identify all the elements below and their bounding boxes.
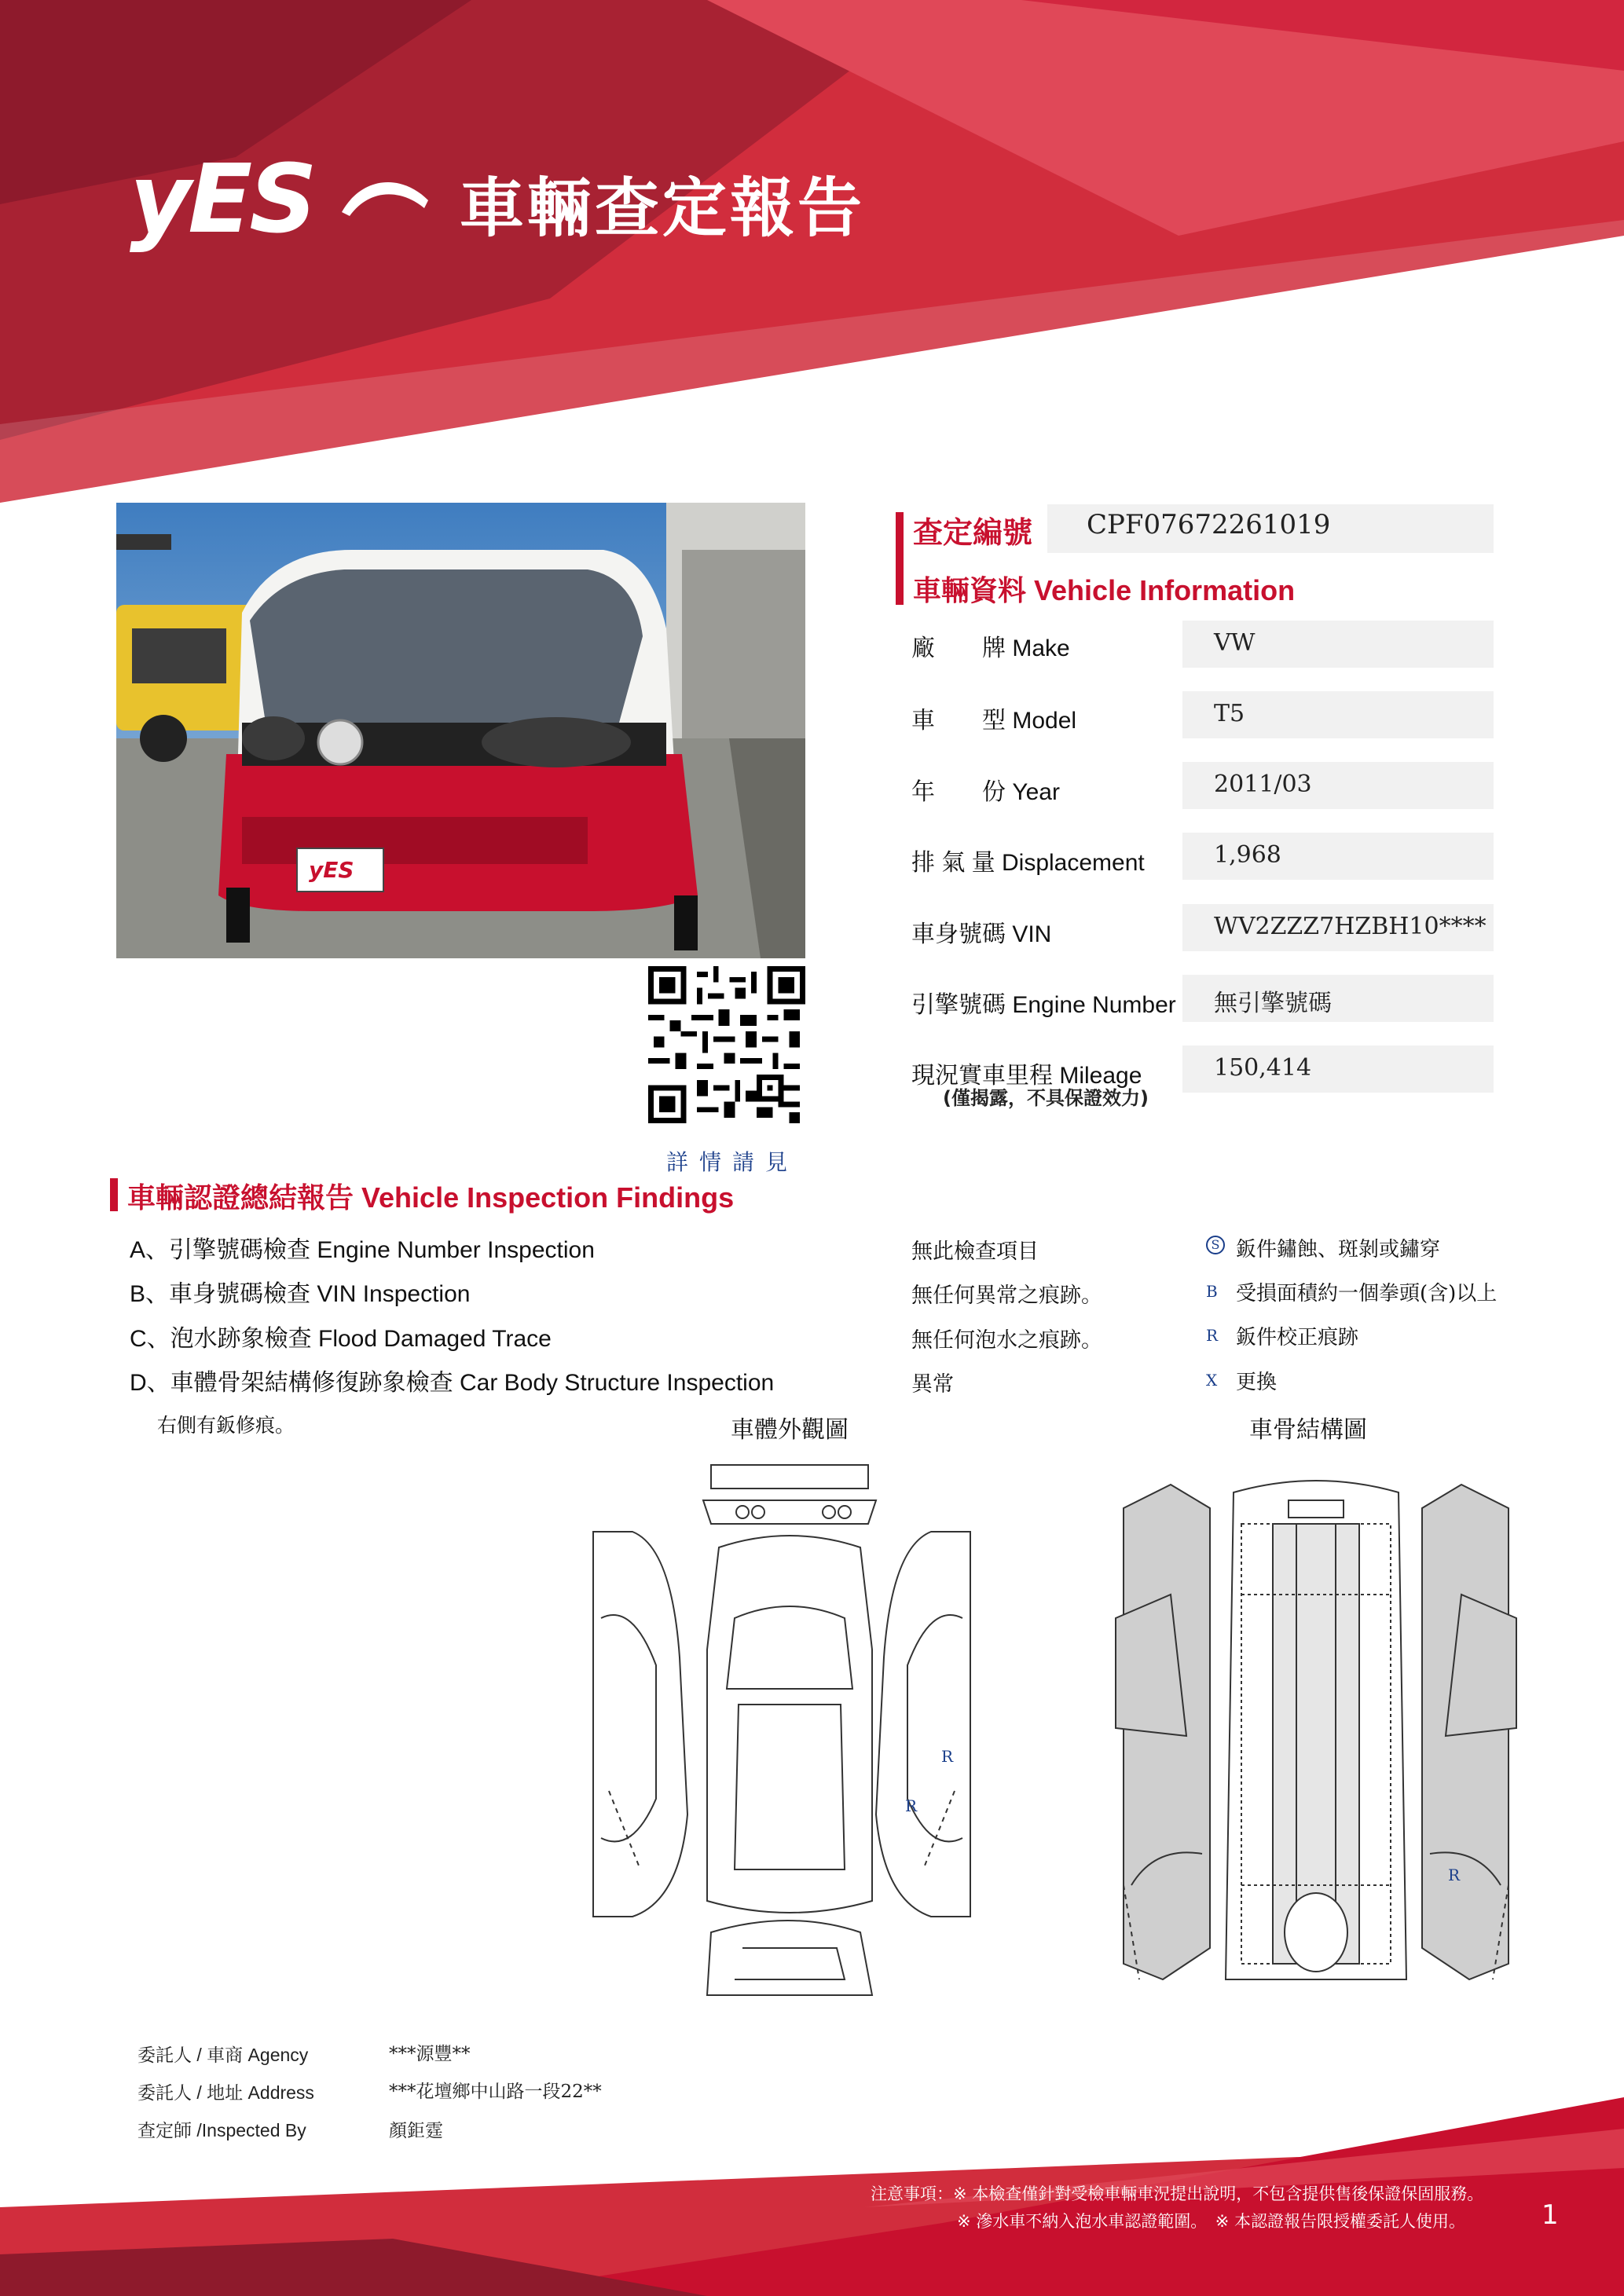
mileage-label: 現況實車里程 Mileage [911, 1063, 1142, 1089]
notice-line-1: 注意事項：※ 本檢查僅針對受檢車輛車況提出說明，不包含提供售後保證保固服務。 [871, 2184, 1484, 2203]
mileage-note: (僅揭露，不具保證效力) [943, 1087, 1149, 1109]
finding-b-label: B、車身號碼檢查 VIN Inspection [130, 1281, 471, 1307]
car-swoosh-icon [338, 169, 432, 224]
exterior-diagram-title: 車體外觀圖 [731, 1416, 849, 1444]
inspector-value: 顏鉅霆 [389, 2121, 443, 2141]
legend-r-mark: R [1206, 1326, 1219, 1345]
address-value: ***花壇鄉中山路一段22** [389, 2082, 602, 2102]
exterior-mark-r2: R [905, 1796, 918, 1815]
finding-d-result: 異常 [911, 1372, 954, 1397]
footer-banner [0, 2050, 1624, 2296]
finding-d-label: D、車體骨架結構修復跡象檢查 Car Body Structure Inspection [130, 1370, 775, 1396]
displacement-value: 1,968 [1214, 841, 1281, 869]
engine-number-label: 引擎號碼 Engine Number [911, 992, 1176, 1018]
finding-a-result: 無此檢查項目 [911, 1240, 1039, 1264]
agency-value: ***源豐** [389, 2044, 471, 2064]
legend-b-mark: B [1206, 1282, 1218, 1301]
legend-x-text: 更換 [1236, 1371, 1278, 1394]
notice-line-2: ※ 滲水車不納入泡水車認證範圍。 ※ 本認證報告限授權委託人使用。 [957, 2212, 1466, 2231]
legend-s-mark: S [1206, 1236, 1225, 1254]
structure-diagram [1108, 1477, 1524, 1995]
legend-x-mark: X [1206, 1371, 1218, 1390]
legend-s-text: 鈑件鏽蝕、斑剝或鏽穿 [1236, 1238, 1441, 1262]
engine-number-value: 無引擎號碼 [1214, 990, 1332, 1017]
qr-code[interactable] [648, 966, 805, 1123]
year-label: 年 份 Year [911, 779, 1060, 805]
findings-title: 車輛認證總結報告 Vehicle Inspection Findings [127, 1181, 735, 1214]
inspector-label: 查定師 /Inspected By [137, 2120, 306, 2140]
address-label: 委託人 / 地址 Address [137, 2082, 314, 2103]
finding-c-label: C、泡水跡象檢查 Flood Damaged Trace [130, 1326, 552, 1352]
make-value: VW [1214, 629, 1256, 657]
exterior-mark-r1: R [941, 1747, 954, 1766]
vin-value: WV2ZZZ7HZBH10**** [1214, 913, 1487, 940]
agency-label: 委託人 / 車商 Agency [137, 2045, 309, 2065]
plate-text: yES [309, 857, 354, 883]
year-value: 2011/03 [1214, 771, 1312, 798]
model-value: T5 [1214, 700, 1245, 727]
report-number-value: CPF07672261019 [1087, 509, 1331, 540]
structure-diagram-title: 車骨結構圖 [1249, 1416, 1367, 1444]
model-label: 車 型 Model [911, 708, 1077, 734]
mileage-value: 150,414 [1214, 1054, 1312, 1082]
section-bar [110, 1178, 118, 1211]
legend-b-text: 受損面積約一個拳頭(含)以上 [1236, 1282, 1498, 1305]
finding-a-label: A、引擎號碼檢查 Engine Number Inspection [130, 1237, 595, 1263]
report-number-label: 查定編號 [913, 517, 1033, 550]
section-bar [896, 512, 904, 605]
legend-r-text: 鈑件校正痕跡 [1236, 1326, 1359, 1349]
page-number: 1 [1542, 2199, 1559, 2231]
finding-b-result: 無任何異常之痕跡。 [911, 1283, 1102, 1308]
yes-logo: yES [130, 145, 314, 255]
finding-c-result: 無任何泡水之痕跡。 [911, 1328, 1102, 1353]
vehicle-photo [116, 503, 805, 958]
structure-mark-r1: R [1448, 1866, 1461, 1884]
make-label: 廠 牌 Make [911, 635, 1070, 661]
vehicle-info-title: 車輛資料 Vehicle Information [913, 574, 1296, 606]
inspection-remark: 右側有鈑修痕。 [157, 1414, 295, 1437]
vin-label: 車身號碼 VIN [911, 921, 1052, 947]
displacement-label: 排 氣 量 Displacement [911, 850, 1145, 876]
qr-caption: 詳情請見 [666, 1149, 799, 1175]
report-title: 車輛查定報告 [460, 171, 866, 246]
exterior-diagram [585, 1461, 978, 2011]
